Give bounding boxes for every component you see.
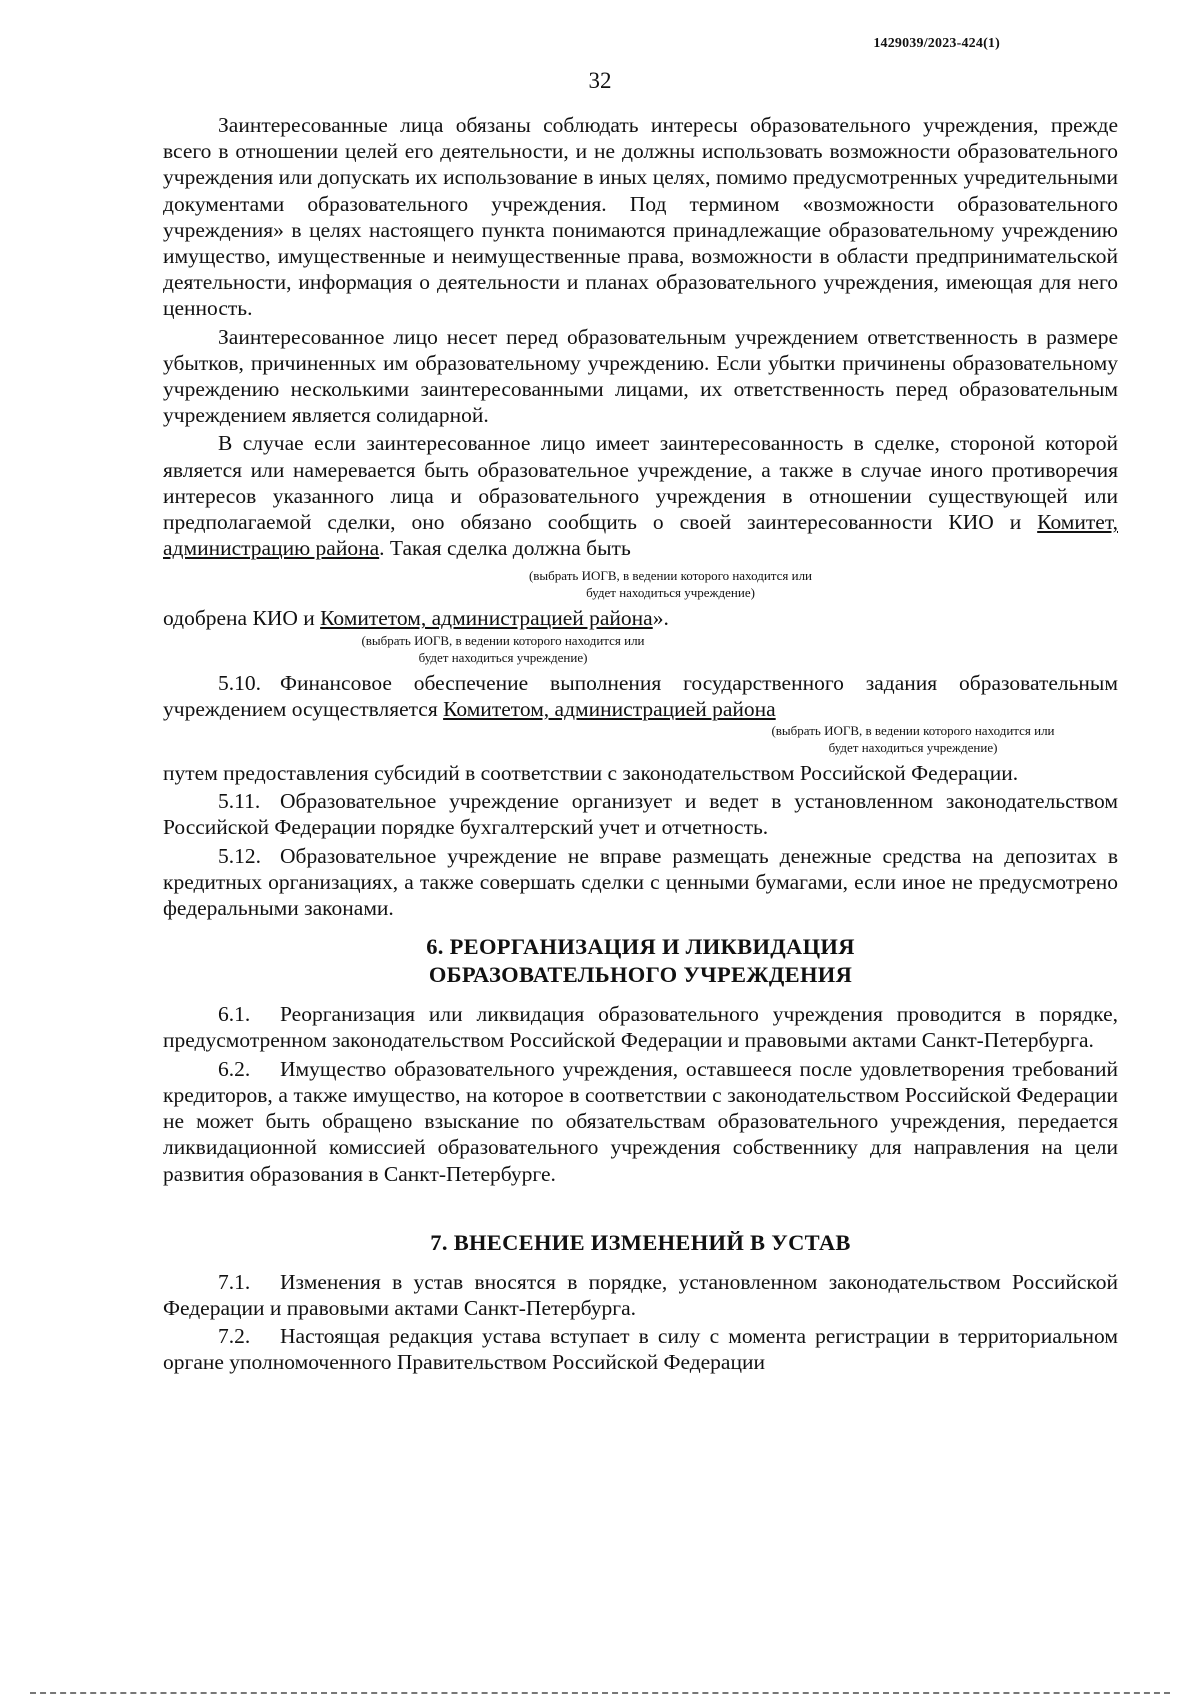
hint-choose-authority-3: (выбрать ИОГВ, в ведении которого находится или будет находиться учреждение) — [771, 723, 1055, 756]
paragraph-approval-end: ». — [652, 606, 669, 631]
paragraph-conflict — [163, 430, 1118, 561]
section-7-heading: 7. ВНЕСЕНИЕ ИЗМЕНЕНИЙ В УСТАВ — [430, 1229, 851, 1255]
clause-7-1 — [163, 1269, 1118, 1321]
committee-placeholder-2: Комитетом, администрацией района — [320, 606, 653, 631]
clause-5-11-text: Образовательное учреждение организует и ведет в установленном законодательством Российской Федерации порядке бухгалтерский учет и отчетность. — [163, 789, 1118, 840]
clause-5-12-number: 5.12. — [218, 843, 261, 868]
clause-6-2-text: Имущество образовательного учреждения, оставшееся после удовлетворения требований кредиторов, а также имущество, на которое в соответствии с законодательством Российской Федерации не может быть обращено взыскание по обязательствам образовательного учреждения, передается ликвидационной комиссией образовательного учреждения собственнику для направления на цели развития образования в Санкт-Петербурге. — [163, 1056, 1118, 1186]
committee-placeholder: Комитет, администрацию района — [163, 510, 1118, 561]
clause-6-2-number: 6.2. — [218, 1056, 251, 1081]
paragraph-interests: Заинтересованные лица обязаны соблюдать интересы образовательного учреждения, прежде всего в отношении целей его деятельности, и не должны использовать возможности образовательного учреждения или допускать их использование в иных целях, помимо предусмотренных учредительными документами образовательного учреждения. Под термином «возможности образовательного учреждения» в целях настоящего пункта понимаются принадлежащие образовательному учреждению имущество, имущественные и неимущественные права, возможности в области предпринимательской деятельности, информация о деятельности и планах образовательного учреждения, имеющая для него ценность. — [163, 113, 1118, 321]
document-number: 1429039/2023-424(1) — [873, 36, 1000, 51]
footer-dashed-line — [30, 1692, 1170, 1694]
clause-5-10-continuation: путем предоставления субсидий в соответствии с законодательством Российской Федерации. — [163, 761, 1019, 786]
clause-7-2-number: 7.2. — [218, 1324, 251, 1349]
section-6-heading-line2: ОБРАЗОВАТЕЛЬНОГО УЧРЕЖДЕНИЯ — [428, 962, 853, 988]
clause-5-10-number: 5.10. — [218, 670, 261, 695]
clause-6-1 — [163, 1001, 1118, 1053]
clause-5-11-number: 5.11. — [218, 789, 261, 814]
paragraph-conflict-text: В случае если заинтересованное лицо имеет заинтересованность в сделке, стороной которой является или намеревается быть образовательное учреждение, а также в случае иного противоречия интересов указанного лица и образовательного учреждения в отношении существующей или предполагаемой сделки, оно обязано сообщить о своей заинтересованности КИО и — [163, 431, 1118, 535]
clause-7-2 — [163, 1323, 1118, 1375]
section-6-heading-line1: 6. РЕОРГАНИЗАЦИЯ И ЛИКВИДАЦИЯ — [426, 934, 855, 960]
page-number: 32 — [588, 68, 612, 93]
hint-choose-authority-2: (выбрать ИОГВ, в ведении которого находится или будет находиться учреждение) — [361, 632, 645, 665]
clause-5-11 — [163, 788, 1118, 840]
section-spacer — [163, 1189, 1118, 1217]
clause-6-2 — [163, 1056, 1118, 1187]
committee-placeholder-3: Комитетом, администрацией района — [443, 696, 776, 721]
clause-7-2-text: Настоящая редакция устава вступает в силу с момента регистрации в территориальном органе уполномоченного Правительством Российской Федерации — [163, 1324, 1118, 1375]
paragraph-approval-text: одобрена КИО и — [163, 606, 321, 631]
section-6-heading — [163, 933, 1118, 989]
clause-5-10 — [163, 670, 1118, 722]
clause-5-12-text: Образовательное учреждение не вправе размещать денежные средства на депозитах в кредитных организациях, а также совершать сделки с ценными бумагами, если иное не предусмотрено федеральными законами. — [163, 843, 1118, 921]
clause-5-12 — [163, 843, 1118, 922]
clause-7-1-number: 7.1. — [218, 1269, 251, 1294]
hint-choose-authority-1: (выбрать ИОГВ, в ведении которого находится или будет находиться учреждение) — [528, 568, 813, 601]
paragraph-approval — [163, 605, 1118, 631]
paragraph-liability: Заинтересованное лицо несет перед образовательным учреждением ответственность в размере убытков, причиненных им образовательному учреждению. Если убытки причинены образовательному учреждению несколькими заинтересованными лицами, их ответственность перед образовательным учреждением является солидарной. — [163, 324, 1118, 428]
clause-6-1-number: 6.1. — [218, 1002, 251, 1027]
clause-7-1-text: Изменения в устав вносятся в порядке, установленном законодательством Российской Федерации и правовыми актами Санкт-Петербурга. — [163, 1269, 1118, 1320]
clause-6-1-text: Реорганизация или ликвидация образовательного учреждения проводится в порядке, предусмотренном законодательством Российской Федерации и правовыми актами Санкт-Петербурга. — [163, 1002, 1118, 1053]
clause-5-10-text: Финансовое обеспечение выполнения государственного задания образовательным учреждением осуществляется — [163, 670, 1118, 721]
paragraph-conflict-end: . Такая сделка должна быть — [379, 536, 631, 561]
document-body — [163, 112, 1118, 1378]
